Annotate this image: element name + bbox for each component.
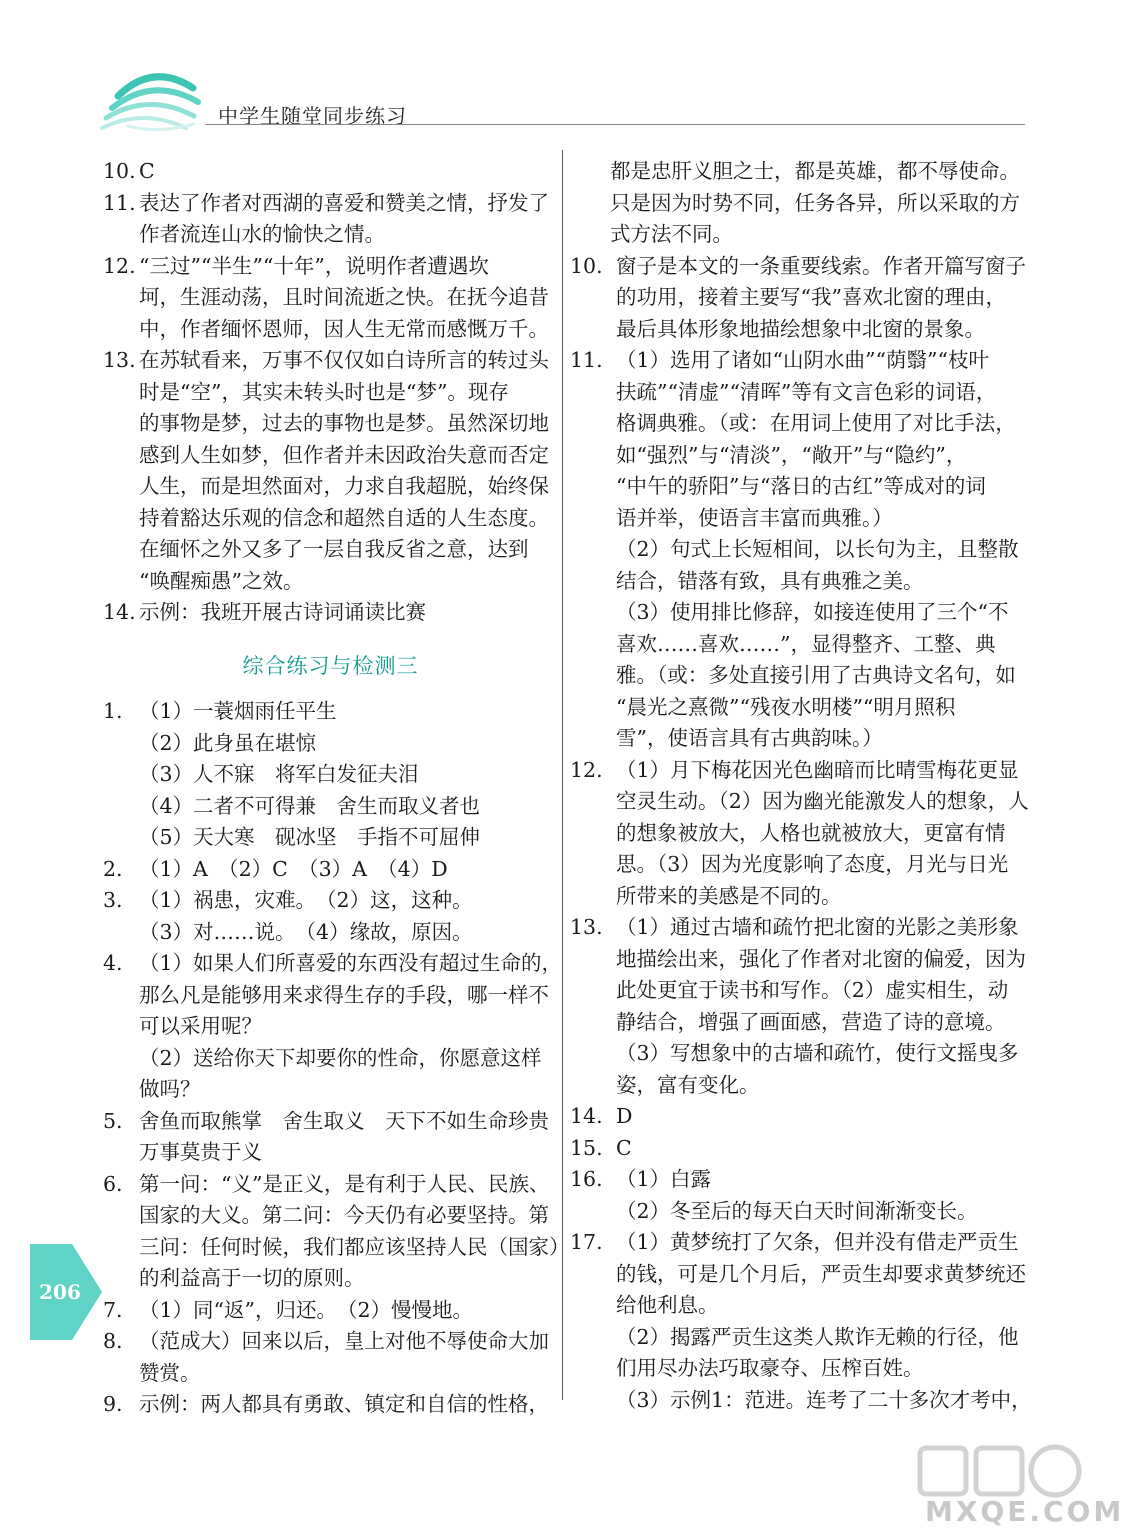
answer-item (570, 755, 1040, 913)
answer-item (103, 1326, 558, 1389)
answer-line: 的钱，可是几个月后，严贡生却要求黄梦统还 (616, 1261, 1026, 1286)
answer-line: （2）冬至后的每天白天时间渐渐变长。 (616, 1198, 978, 1223)
answer-line: 空灵生动。（2）因为幽光能激发人的想象，人 (616, 789, 1029, 813)
answer-number: 10. (103, 159, 136, 183)
page-header (0, 0, 1099, 150)
answer-line: （2）送给你天下却要你的性命，你愿意这样 (139, 1045, 542, 1070)
answer-line: （1）祸患，灾难。 （2）这，这种。 (139, 888, 473, 912)
answer-line: （1）一蓑烟雨任平生 (139, 699, 337, 723)
watermark-text: MXQE.COM (925, 1495, 1124, 1528)
answer-number: 3. (103, 888, 123, 912)
answer-item (103, 1389, 558, 1421)
column-divider (562, 150, 563, 1400)
book-series-logo-icon (98, 58, 208, 138)
answer-item (103, 156, 558, 188)
answer-line: 三问：任何时候，我们都应该坚持人民（国家） (139, 1234, 570, 1259)
answer-number: 14. (103, 600, 136, 624)
answer-line: （3）示例1：范进。连考了二十多次才考中， (616, 1387, 1032, 1412)
answer-line: 国家的大义。第二问：今天仍有必要坚持。第 (139, 1203, 549, 1227)
series-title: 中学生随堂同步练习 (218, 104, 407, 128)
answer-item (103, 188, 558, 251)
answer-line: 扶疏”“清虚”“清晖”等有文言色彩的词语， (616, 379, 997, 404)
answer-line: 格调典雅。（或：在用词上使用了对比手法， (616, 411, 1016, 435)
answer-line: 地描绘出来，强化了作者对北窗的偏爱，因为 (616, 946, 1026, 971)
answer-line: 语并举，使语言丰富而典雅。） (616, 505, 893, 530)
answer-number: 12. (570, 757, 603, 782)
answer-item (103, 1169, 570, 1295)
answer-item (570, 345, 1040, 755)
answer-line: 的想象被放大，人格也就被放大，更富有情 (616, 820, 1006, 845)
answer-line: 在苏轼看来，万事不仅仅如白诗所言的转过头 (139, 348, 549, 372)
answer-number: 12. (103, 253, 136, 278)
answer-line: 思。（3）因为光度影响了态度，月光与日光 (616, 852, 1009, 876)
answer-number: 16. (570, 1167, 603, 1191)
answer-line: 第一问：“义”是正义，是有利于人民、民族、 (139, 1171, 550, 1196)
answer-line: 的功用，接着主要写“我”喜欢北窗的理由， (616, 285, 1006, 309)
answer-line: （5）天大寒 砚冰坚 手指不可屈伸 (139, 825, 481, 849)
answer-item (103, 854, 558, 886)
answer-line: 赞赏。 (139, 1360, 201, 1385)
page-number: 206 (39, 1280, 81, 1304)
answer-item (103, 948, 563, 1106)
answer-line: 感到人生如梦，但作者并未因政治失意而否定 (139, 442, 549, 467)
answer-number: 11. (103, 190, 136, 215)
answer-line: 喜欢……喜欢……”，显得整齐、工整、典 (616, 631, 996, 656)
answer-item (570, 1227, 1040, 1416)
answer-line: 雅。（或：多处直接引用了古典诗文名句，如 (616, 663, 1016, 687)
answer-line: 静结合，增强了画面感，营造了诗的意境。 (616, 1009, 1006, 1034)
answer-line: （1）如果人们所喜爱的东西没有超过生命的， (139, 951, 563, 975)
answer-line: 人生，而是坦然面对，力求自我超脱，始终保 (139, 474, 549, 498)
answer-line: 此处更宜于读书和写作。（2）虚实相生，动 (616, 978, 1009, 1002)
answer-line: 如“强烈”与“清淡”，“敞开”与“隐约”， (616, 442, 967, 467)
answer-line: 万事莫贵于义 (139, 1140, 262, 1164)
answer-line: 舍鱼而取熊掌 舍生取义 天下不如生命珍贵 (139, 1108, 549, 1133)
answer-line: 表达了作者对西湖的喜爱和赞美之情，抒发了 (139, 190, 549, 215)
answer-line: “晨光之熹微”“残夜水明楼”“明月照积 (616, 694, 956, 719)
answer-line: （2）此身虽在堪惊 (139, 730, 317, 755)
answer-line: （4）二者不可得兼 舍生而取义者也 (139, 793, 481, 818)
answers-right (570, 251, 1040, 1417)
continued-answer (570, 156, 1040, 251)
answer-line: （1）选用了诸如“山阴水曲”“荫翳”“枝叶 (616, 348, 989, 372)
answer-line: （2）揭露严贡生这类人欺诈无赖的行径，他 (616, 1324, 1019, 1349)
left-column (103, 156, 570, 1421)
answer-line: （1）白露 (616, 1167, 712, 1191)
answer-number: 11. (570, 348, 603, 372)
answer-line: 们用尽办法巧取豪夺、压榨百姓。 (616, 1356, 924, 1380)
answer-item (570, 1164, 1040, 1227)
answer-line: “唤醒痴愚”之效。 (139, 568, 304, 593)
answer-item (103, 1295, 558, 1327)
answer-line: 时是“空”，其实未转头时也是“梦”。现存 (139, 379, 509, 404)
answer-number: 6. (103, 1171, 123, 1196)
answer-line: 做吗？ (139, 1077, 201, 1101)
answer-line: 可以采用呢？ (139, 1014, 262, 1038)
header-divider (205, 124, 1025, 125)
answer-item (103, 597, 558, 629)
answer-number: 10. (570, 253, 603, 278)
answers-part-three (103, 696, 570, 1421)
answer-number: 4. (103, 951, 123, 975)
answer-number: 13. (103, 348, 136, 372)
answer-line: 都是忠肝义胆之士，都是英雄，都不辱使命。 (610, 159, 1020, 183)
answer-line: “中午的骄阳”与“落日的古红”等成对的词 (616, 474, 986, 498)
answers-part-two (103, 156, 558, 629)
answer-line: “三过”“半生”“十年”，说明作者遭遇坎 (139, 253, 489, 278)
answer-line: 坷，生涯动荡，且时间流逝之快。在抚今追昔 (139, 285, 549, 309)
answer-item (103, 345, 558, 597)
answer-line: D (616, 1104, 633, 1128)
answer-number: 8. (103, 1329, 123, 1353)
answer-number: 1. (103, 699, 123, 723)
answer-number: 17. (570, 1230, 603, 1254)
answer-line: C (139, 159, 155, 183)
answer-line: 在缅怀之外又多了一层自我反省之意，达到 (139, 537, 529, 561)
answer-number: 13. (570, 915, 603, 939)
answer-line: 中，作者缅怀恩师，因人生无常而感慨万千。 (139, 316, 549, 341)
answer-line: （范成大）回来以后，皇上对他不辱使命大加 (139, 1329, 549, 1353)
answer-item (570, 251, 1040, 346)
answer-line: 最后具体形象地描绘想象中北窗的景象。 (616, 316, 985, 341)
answer-number: 2. (103, 856, 123, 881)
answer-line: 持着豁达乐观的信念和超然自适的人生态度。 (139, 505, 549, 530)
answer-line: 姿，富有变化。 (616, 1072, 760, 1097)
answer-number: 14. (570, 1104, 603, 1128)
answer-line: 只是因为时势不同，任务各异，所以采取的方 (610, 190, 1020, 215)
answer-line: C (616, 1135, 632, 1160)
answer-line: 那么凡是能够用来求得生存的手段，哪一样不 (139, 982, 549, 1007)
answer-item (103, 251, 558, 346)
section-title: 综合练习与检测三 (242, 653, 419, 678)
answer-line: （1）黄梦统打了欠条，但并没有借走严贡生 (616, 1230, 1019, 1254)
answer-line: 式方法不同。 (610, 222, 733, 246)
answer-item (570, 1133, 1040, 1165)
answer-item (570, 912, 1040, 1101)
answer-line: 作者流连山水的愉快之情。 (139, 222, 385, 246)
answer-item (103, 885, 558, 948)
answer-line: 雪”，使语言具有古典韵味。） (616, 726, 883, 750)
answer-item (570, 1101, 1040, 1133)
answer-line: （1）同“返”，归还。 （2）慢慢地。 (139, 1297, 474, 1322)
answer-line: 示例：我班开展古诗词诵读比赛 (139, 600, 426, 624)
answer-item (103, 1106, 558, 1169)
answer-number: 7. (103, 1297, 123, 1322)
answer-line: （3）对……说。 （4）缘故，原因。 (139, 919, 473, 944)
answer-line: 的利益高于一切的原则。 (139, 1266, 365, 1290)
answer-line: （3）写想象中的古墙和疏竹，使行文摇曳多 (616, 1041, 1019, 1065)
answer-line: 的事物是梦，过去的事物也是梦。虽然深切地 (139, 411, 549, 435)
answer-line: 结合，错落有致，具有典雅之美。 (616, 568, 924, 593)
answer-line: （1）通过古墙和疏竹把北窗的光影之美形象 (616, 915, 1019, 939)
answer-line: 所带来的美感是不同的。 (616, 883, 842, 908)
answer-number: 5. (103, 1108, 123, 1133)
answer-line: （3）使用排比修辞，如接连使用了三个“不 (616, 600, 1009, 624)
answer-line: （3）人不寐 将军白发征夫泪 (139, 762, 419, 786)
answer-line: 给他利息。 (616, 1293, 719, 1317)
answer-number: 15. (570, 1135, 603, 1160)
answer-line: （1）月下梅花因光色幽暗而比晴雪梅花更显 (616, 757, 1019, 782)
answer-item (103, 696, 558, 854)
answer-line: （1）A （2）C （3）A （4）D (139, 856, 448, 881)
answer-number: 9. (103, 1392, 123, 1416)
right-column (570, 156, 1040, 1416)
answer-line: （2）句式上长短相间，以长句为主，且整散 (616, 537, 1019, 561)
answer-line: 窗子是本文的一条重要线索。作者开篇写窗子 (616, 253, 1026, 278)
answer-line: 示例：两人都具有勇敢、镇定和自信的性格， (139, 1392, 549, 1416)
